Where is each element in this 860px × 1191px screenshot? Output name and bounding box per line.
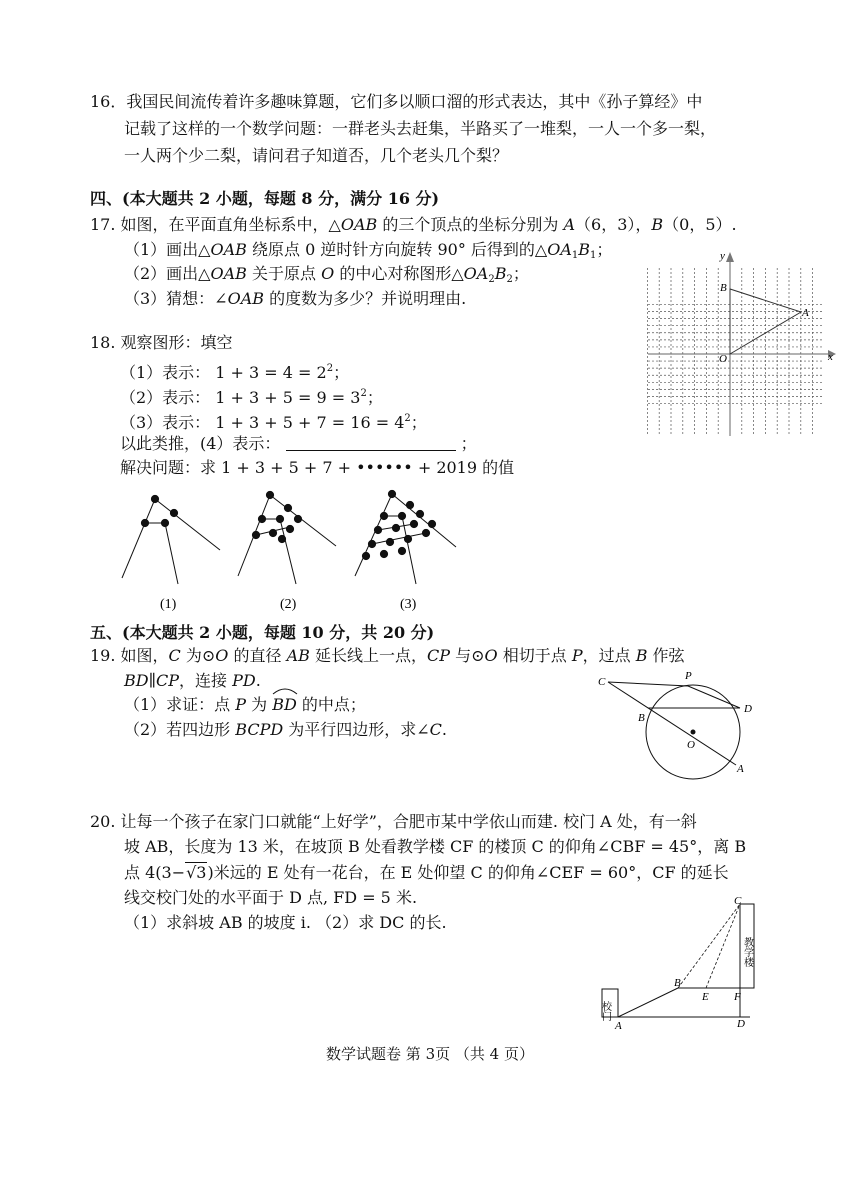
q18-row-1: （1）表示： $1 + 3 = 4 = 2^2$； <box>120 363 350 382</box>
point-a-label: A <box>802 307 809 319</box>
building-label: 教学楼 <box>741 937 753 967</box>
q18-row-4: 以此类推，(4）表示： ； <box>120 434 477 453</box>
q16-line-3: 一人两个少二梨，请问君子知道否，几个老头几个梨？ <box>124 146 509 165</box>
q18-caption-3: (3) <box>400 597 417 612</box>
q17-part-3: （3）猜想：∠OAB 的度数为多少？并说明理由. <box>124 289 467 308</box>
arc-bd: BD <box>272 694 297 716</box>
q20-line-1: 20. 让每一个孩子在家门口就能“上好学”，合肥市某中学依山而建. 校门 A 处，有一斜 <box>90 812 697 831</box>
page-footer: 数学试题卷 第 3页 （共 4 页） <box>326 1045 534 1063</box>
sight-line-ec <box>706 904 740 988</box>
q18-row-3: （3）表示： $1 + 3 + 5 + 7 = 16 = 4^2$； <box>120 413 427 432</box>
label-o: O <box>687 739 695 751</box>
tangent-cp <box>608 682 688 686</box>
label-c: C <box>598 676 606 688</box>
label-p: P <box>685 670 692 682</box>
q16-line-1: 16．我国民间流传着许多趣味算题，它们多以顺口溜的形式表达，其中《孙子算经》中 <box>90 92 703 111</box>
q20-line-2: 坡 AB，长度为 13 米，在坡顶 B 处看教学楼 CF 的楼顶 C 的仰角∠CBF = 45°，离 B <box>124 837 747 856</box>
gate-label: 校门 <box>599 1001 611 1021</box>
q17-stem: 17. 如图，在平面直角坐标系中，△OAB 的三个顶点的坐标分别为 A（6，3），B（0，5）. <box>90 215 737 234</box>
q18-figure-3 <box>355 490 456 584</box>
segment-pd <box>688 686 740 708</box>
slope-ab <box>618 988 678 1017</box>
label-a: A <box>737 763 744 775</box>
label-a: A <box>615 1020 622 1032</box>
q18-row-2: （2）表示： $1 + 3 + 5 = 9 = 3^2$； <box>120 388 383 407</box>
q17-part-2: （2）画出△OAB 关于原点 O 的中心对称图形$\triangle OA_2B_2$； <box>124 264 529 285</box>
q18-caption-1: (1) <box>160 597 177 612</box>
q17-coordinate-grid <box>640 248 840 438</box>
q19-stem-line-1: 19. 如图，C 为⊙O 的直径 AB 延长线上一点，CP 与⊙O 相切于点 P，过点 B 作弦 <box>90 646 685 665</box>
q20-slope-figure <box>598 893 776 1033</box>
q17-part-1: （1）画出△OAB 绕原点 0 逆时针方向旋转 90° 后得到的$\triangle OA_1B_1$； <box>124 240 613 261</box>
q19-part-2: （2）若四边形 BCPD 为平行四边形，求∠C. <box>124 720 448 739</box>
q18-title: 18. 观察图形：填空 <box>90 333 233 352</box>
y-axis-label: y <box>720 250 725 262</box>
label-f: F <box>734 991 741 1003</box>
q20-line-5: （1）求斜坡 AB 的坡度 i. （2）求 DC 的长. <box>124 913 447 932</box>
sight-line-bc <box>678 904 740 988</box>
label-c: C <box>734 895 742 907</box>
q18-row-5: 解决问题：求 1 + 3 + 5 + 7 + •••••• + 2019 的值 <box>120 458 515 477</box>
q19-circle-figure <box>590 668 770 786</box>
label-d: D <box>744 703 752 715</box>
q18-dot-figures <box>110 488 470 618</box>
q18-figure-1 <box>122 495 220 584</box>
y-axis-arrow <box>726 252 734 262</box>
label-d: D <box>737 1018 745 1030</box>
q20-line-4: 线交校门处的水平面于 D 点, FD = 5 米. <box>124 888 418 907</box>
line-c-to-a <box>608 682 736 765</box>
label-e: E <box>702 991 709 1003</box>
q18-caption-2: (2) <box>280 597 297 612</box>
label-b: B <box>674 977 681 989</box>
q18-figure-2 <box>238 491 336 584</box>
q19-part-1: （1）求证：点 P 为 BD 的中点； <box>124 694 366 716</box>
section-5-header: 五、(本大题共 2 小题，每题 10 分，共 20 分) <box>90 623 435 642</box>
q19-stem-line-2: BD∥CP，连接 PD. <box>124 671 261 690</box>
origin-label: O <box>719 353 727 365</box>
arc-symbol <box>272 687 298 695</box>
q18-answer-blank[interactable] <box>286 436 456 451</box>
q16-line-2: 记载了这样的一个数学问题：一群老头去赶集，半路买了一堆梨，一人一个多一梨， <box>124 119 717 138</box>
label-b: B <box>638 712 645 724</box>
q20-line-3: 点 4(3−√3)米远的 E 处有一花台，在 E 处仰望 C 的仰角∠CEF = 60°，CF 的延长 <box>124 863 729 882</box>
x-axis-label: x <box>828 351 833 363</box>
point-b-label: B <box>720 282 727 294</box>
section-4-header: 四、(本大题共 2 小题，每题 8 分，满分 16 分) <box>90 189 440 208</box>
center-point <box>691 730 696 735</box>
